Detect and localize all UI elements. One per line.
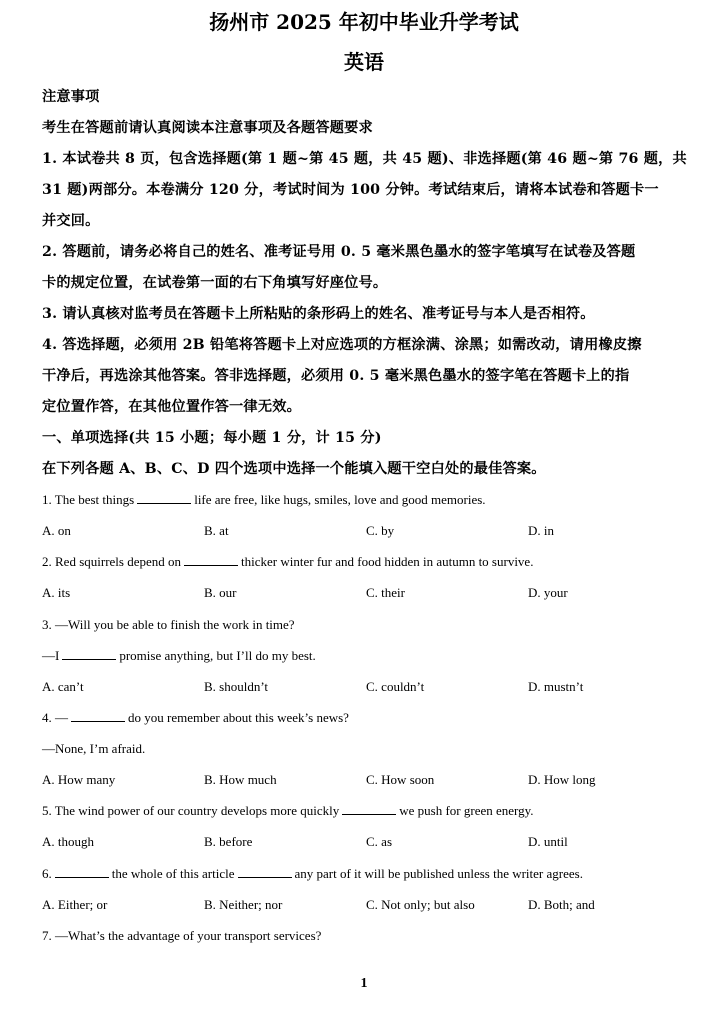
notice-p3-line1: 3. 请认真核对监考员在答题卡上所粘贴的条形码上的姓名、准考证号与本人是否相符。: [42, 306, 595, 322]
q2-option-d: D. your: [528, 585, 568, 600]
q6-option-d: D. Both; and: [528, 897, 595, 912]
answer-blank: [342, 804, 396, 815]
q2-option-b: B. our: [204, 585, 237, 600]
notice-heading: 注意事项: [42, 89, 100, 105]
q3-option-c: C. couldn’t: [366, 679, 425, 694]
q1-option-a: A. on: [42, 523, 71, 538]
section-title: 一、单项选择(共 15 小题；每小题 1 分，计 15 分): [42, 430, 382, 446]
question-5-stem: 5. The wind power of our country develops more quickly we push for green energy.: [42, 803, 534, 818]
q4-option-c: C. How soon: [366, 772, 435, 787]
q4-option-a: A. How many: [42, 772, 116, 787]
q1-option-d: D. in: [528, 523, 554, 538]
q5-option-d: D. until: [528, 834, 568, 849]
q4-option-b: B. How much: [204, 772, 277, 787]
q1-option-b: B. at: [204, 523, 229, 538]
q6-option-a: A. Either; or: [42, 897, 108, 912]
answer-blank: [184, 555, 238, 566]
notice-p4-line1: 4. 答选择题，必须用 2B 铅笔将答题卡上对应选项的方框涂满、涂黑；如需改动，请用橡皮擦: [42, 337, 642, 353]
answer-blank: [137, 493, 191, 504]
question-4-stem: 4. — do you remember about this week’s news?: [42, 710, 349, 725]
question-3-reply: —I promise anything, but I’ll do my best.: [42, 648, 316, 663]
subject-title: 英语: [344, 50, 384, 74]
notice-p2-line1: 2. 答题前，请务必将自己的姓名、准考证号用 0. 5 毫米黑色墨水的签字笔填写在试卷及答题: [42, 244, 636, 260]
notice-subheading: 考生在答题前请认真阅读本注意事项及各题答题要求: [42, 120, 373, 136]
notice-p4-line3: 定位置作答，在其他位置作答一律无效。: [42, 399, 301, 415]
section-instruction: 在下列各题 A、B、C、D 四个选项中选择一个能填入题干空白处的最佳答案。: [42, 461, 546, 477]
q5-option-b: B. before: [204, 834, 253, 849]
exam-title: 扬州市 2025 年初中毕业升学考试: [209, 10, 519, 34]
q5-option-c: C. as: [366, 834, 392, 849]
q3-option-b: B. shouldn’t: [204, 679, 269, 694]
answer-blank: [71, 711, 125, 722]
q6-option-c: C. Not only; but also: [366, 897, 475, 912]
question-7-stem: 7. —What’s the advantage of your transport services?: [42, 928, 322, 943]
q3-option-a: A. can’t: [42, 679, 84, 694]
q3-option-d: D. mustn’t: [528, 679, 584, 694]
notice-p1-line2: 31 题)两部分。本卷满分 120 分，考试时间为 100 分钟。考试结束后，请将本试卷和答题卡一: [42, 182, 659, 198]
question-6-stem: 6. the whole of this article any part of it will be published unless the writer agrees.: [42, 866, 583, 881]
q6-option-b: B. Neither; nor: [204, 897, 283, 912]
q5-option-a: A. though: [42, 834, 94, 849]
question-3-stem: 3. —Will you be able to finish the work in time?: [42, 617, 295, 632]
page-number: 1: [360, 976, 368, 991]
notice-p1-line1: 1. 本试卷共 8 页，包含选择题(第 1 题~第 45 题，共 45 题)、非选择题(第 46 题~第 76 题，共: [42, 151, 687, 167]
question-4-reply: —None, I’m afraid.: [42, 741, 146, 756]
q2-option-c: C. their: [366, 585, 405, 600]
q1-option-c: C. by: [366, 523, 395, 538]
notice-p1-line3: 并交回。: [42, 213, 100, 229]
answer-blank: [62, 649, 116, 660]
answer-blank: [55, 867, 109, 878]
notice-p4-line2: 干净后，再选涂其他答案。答非选择题，必须用 0. 5 毫米黑色墨水的签字笔在答题卡上的指: [42, 368, 630, 384]
question-1-stem: 1. The best things life are free, like hugs, smiles, love and good memories.: [42, 492, 486, 507]
question-2-stem: 2. Red squirrels depend on thicker winter fur and food hidden in autumn to survive.: [42, 554, 534, 569]
q4-option-d: D. How long: [528, 772, 596, 787]
notice-p2-line2: 卡的规定位置，在试卷第一面的右下角填写好座位号。: [42, 275, 388, 291]
q2-option-a: A. its: [42, 585, 71, 600]
answer-blank: [238, 867, 292, 878]
